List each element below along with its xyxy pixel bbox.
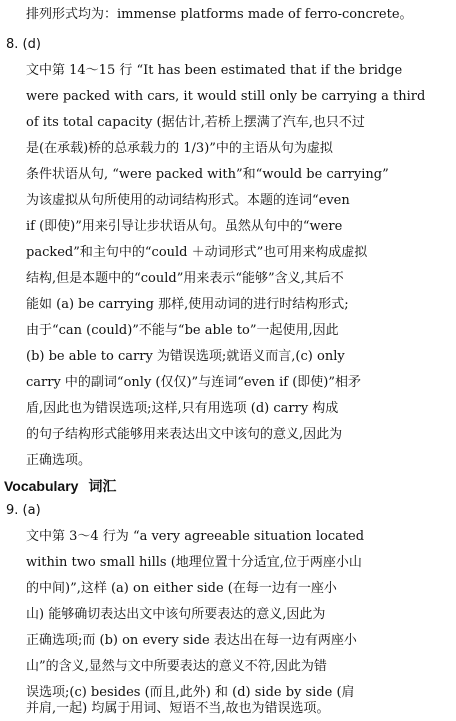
text-line: 文中第 14～15 行 “It has been estimated that if the bridge [26, 63, 403, 78]
text-line-continuation: 排列形式均为：immense platforms made of ferro-concrete。 [26, 7, 413, 22]
text-line: 盾,因此也为错误选项;这样,只有用选项 (d) carry 构成 [26, 401, 339, 416]
text-line: 的句子结构形式能够用来表达出文中该句的意义,因此为 [26, 427, 343, 442]
text-line: 能如 (a) be carrying 那样,使用动词的进行时结构形式; [26, 297, 349, 312]
section-title-en: Vocabulary [4, 478, 79, 494]
text-line: (b) be able to carry 为错误选项;就语义而言,(c) only [26, 349, 345, 364]
answer-number-8: 8. (d) [6, 37, 41, 52]
text-line: carry 中的副词“only (仅仅)”与连词“even if (即使)”相矛 [26, 375, 361, 390]
text-line: 为该虚拟从句所使用的动词结构形式。本题的连词“even [26, 193, 350, 208]
answer-number-9: 9. (a) [6, 503, 41, 518]
text-line: of its total capacity (据估计,若桥上摆满了汽车,也只不过 [26, 115, 365, 130]
text-line: 文中第 3～4 行为 “a very agreeable situation located [26, 529, 365, 544]
text-line: 正确选项。 [26, 453, 92, 468]
text-line: 山”的含义,显然与文中所要表达的意义不符,因此为错 [26, 659, 327, 674]
text-line: 误选项;(c) besides (而且,此外) 和 (d) side by side (肩 [26, 685, 355, 700]
text-line: within two small hills (地理位置十分适宜,位于两座小山 [26, 555, 362, 570]
text-line: were packed with cars, it would still only be carrying a third [26, 89, 426, 104]
text-line: 并肩,一起) 均属于用词、短语不当,故也为错误选项。 [26, 701, 330, 716]
text-line: 正确选项;而 (b) on every side 表达出在每一边有两座小 [26, 633, 357, 648]
section-title-zh: 词汇 [88, 479, 117, 495]
text-line: 山) 能够确切表达出文中该句所要表达的意义,因此为 [26, 607, 326, 622]
text-line: 的中间)”,这样 (a) on either side (在每一边有一座小 [26, 581, 337, 596]
text-line: 是(在承载)桥的总承载力的 1/3)”中的主语从句为虚拟 [26, 141, 333, 156]
text-line: if (即使)”用来引导让步状语从句。虽然从句中的“were [26, 219, 343, 234]
text-line: 结构,但是本题中的“could”用来表示“能够”含义,其后不 [26, 271, 344, 286]
section-heading [4, 475, 116, 497]
text-line: 条件状语从句, “were packed with”和“would be carrying” [26, 167, 389, 182]
text-line: packed”和主句中的“could ＋动词形式”也可用来构成虚拟 [26, 245, 368, 260]
text-line: 由于“can (could)”不能与“be able to”一起使用,因此 [26, 323, 339, 338]
